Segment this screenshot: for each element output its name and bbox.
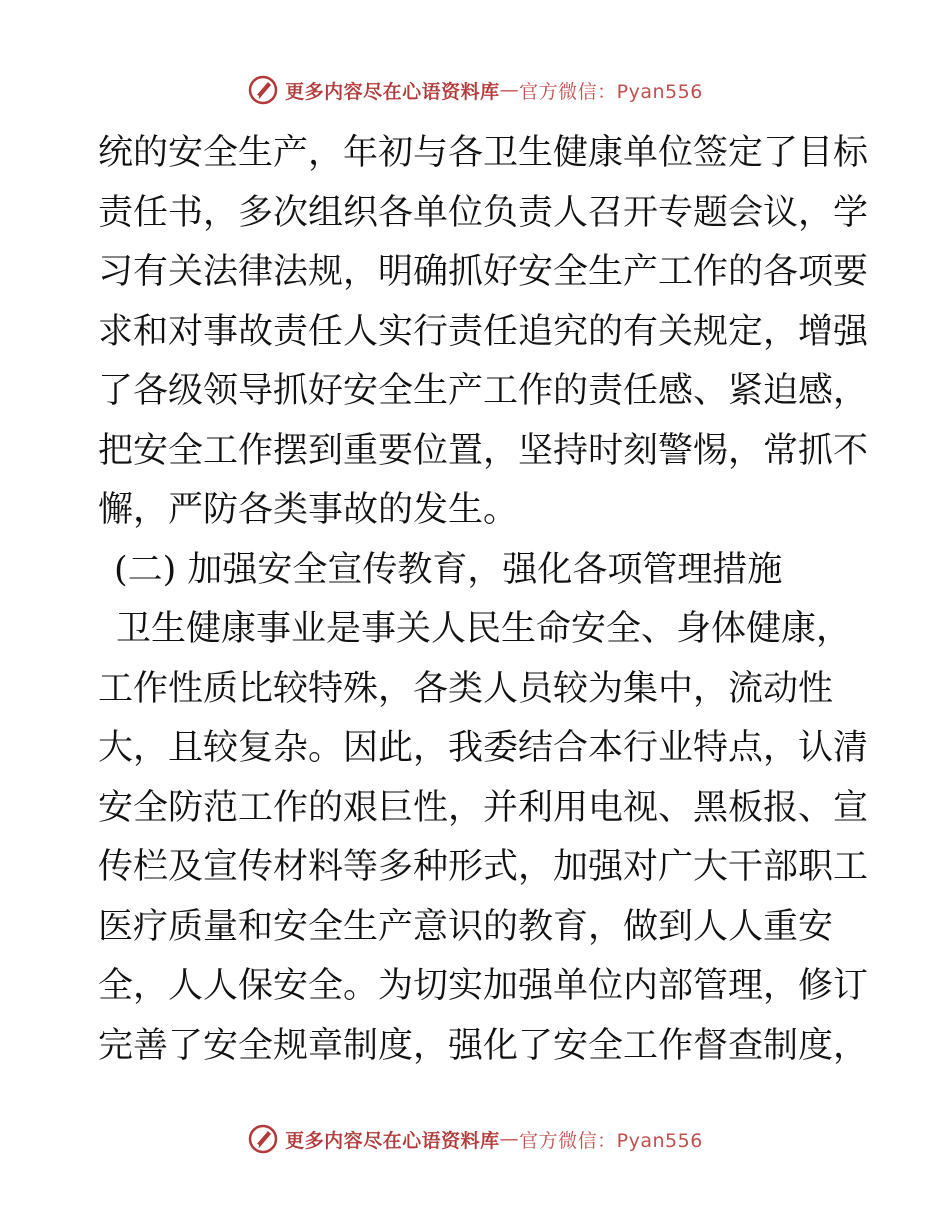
text-line: 懈，严防各类事故的发生。	[98, 490, 519, 530]
pen-logo-icon	[247, 74, 279, 106]
text-line: 传栏及宣传材料等多种形式，加强对广大干部职工	[98, 847, 869, 887]
text-line: 统的安全生产，年初与各卫生健康单位签定了目标	[98, 133, 869, 173]
text-line: 完善了安全规章制度，强化了安全工作督查制度，	[98, 1025, 869, 1066]
paragraph-2	[98, 600, 869, 1076]
text-line: 工作性质比较特殊，各类人员较为集中，流动性	[98, 668, 834, 709]
text-line: 责任书，多次组织各单位负责人召开专题会议，学	[98, 192, 869, 233]
banner-title: 更多内容尽在心语资料库	[285, 80, 500, 103]
text-line: 全，人人保安全。为切实加强单位内部管理，修订	[98, 966, 869, 1006]
banner-title: 更多内容尽在心语资料库	[285, 1129, 500, 1152]
paragraph-1	[98, 124, 869, 541]
pen-logo-icon	[247, 1123, 279, 1155]
text-line: 医疗质量和安全生产意识的教育，做到人人重安	[98, 906, 834, 947]
text-line: 大，且较复杂。因此，我委结合本行业特点，认清	[98, 728, 869, 768]
text-line: 把安全工作摆到重要位置，坚持时刻警惕，常抓不	[98, 430, 869, 471]
document-body	[98, 124, 869, 1076]
text-line: 安全防范工作的艰巨性，并利用电视、黑板报、宣	[98, 787, 869, 828]
banner-separator: —	[499, 79, 520, 101]
section-heading: (二) 加强安全宣传教育，强化各项管理措施	[114, 549, 783, 590]
text-line: 卫生健康事业是事关人民生命安全、身体健康，	[116, 609, 852, 649]
header-banner	[0, 70, 950, 110]
text-line: 了各级领导抓好安全生产工作的责任感、紧迫感，	[98, 371, 869, 411]
banner-wechat: 官方微信：Pyan556	[519, 1129, 703, 1152]
footer-banner	[0, 1119, 950, 1159]
banner-separator: —	[499, 1128, 520, 1150]
text-line: 习有关法律法规，明确抓好安全生产工作的各项要	[98, 252, 869, 292]
banner-wechat: 官方微信：Pyan556	[519, 80, 703, 103]
text-line: 求和对事故责任人实行责任追究的有关规定，增强	[98, 311, 869, 352]
